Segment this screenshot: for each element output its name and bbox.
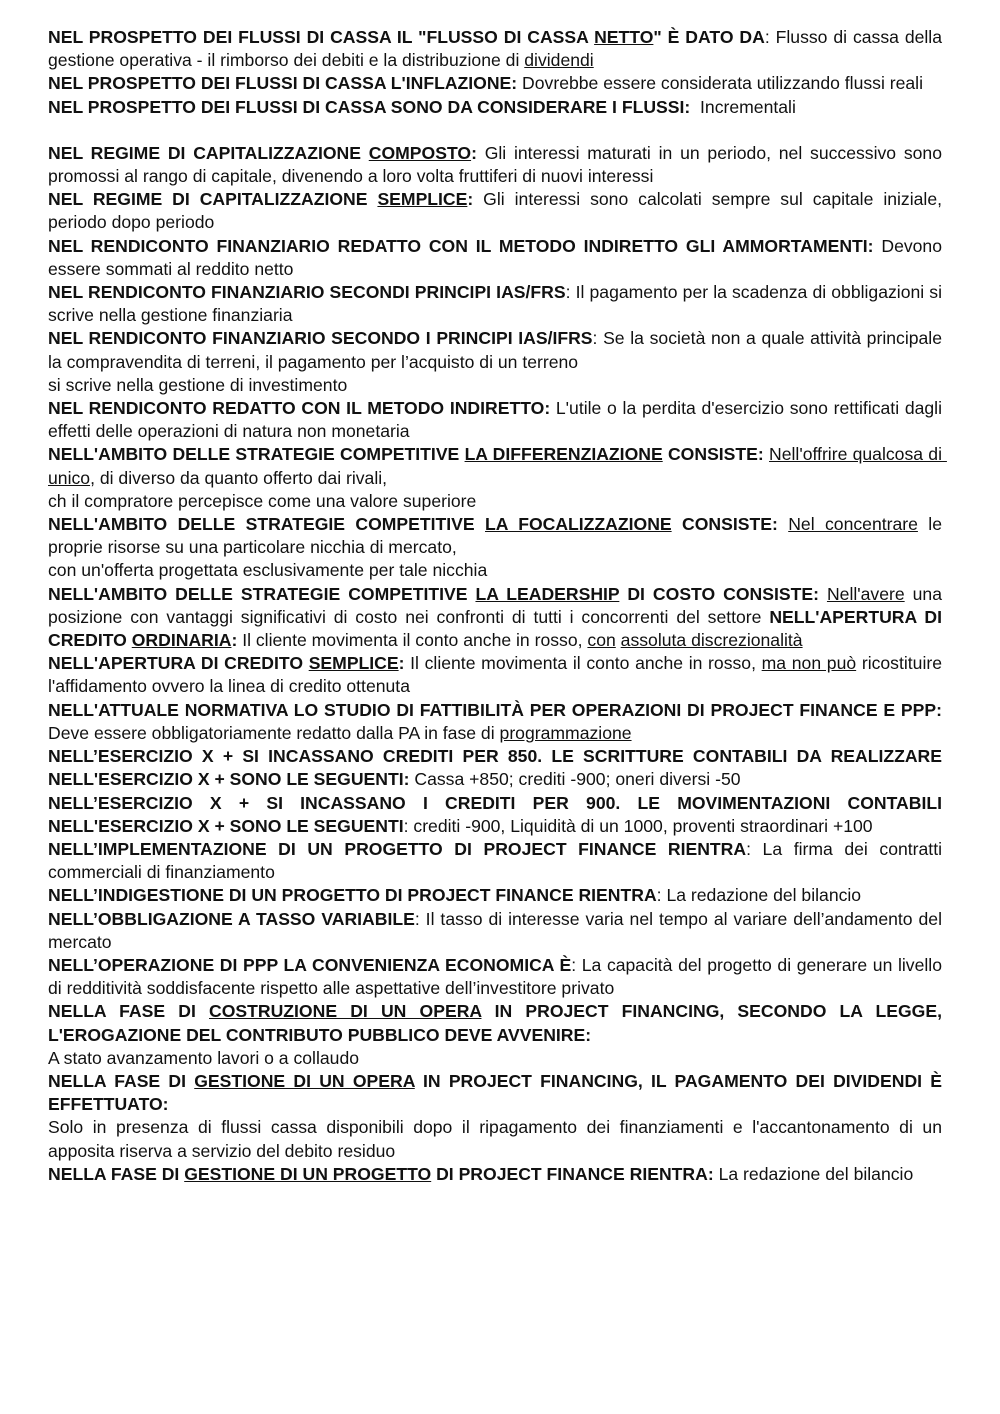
entry-answer: Dovrebbe essere considerata utilizzando flussi reali [517, 73, 923, 94]
entry-answer: dividendi [524, 50, 594, 71]
entry-answer: si scrive nella gestione di investimento [48, 374, 348, 395]
entry-question: NELL’OBBLIGAZIONE A TASSO VARIABILE [48, 908, 415, 929]
entry-question: LA LEADERSHIP [475, 583, 620, 604]
qa-entry [48, 513, 947, 583]
qa-entry [48, 583, 947, 653]
entry-question: COMPOSTO [368, 142, 472, 163]
entry-question: NELL'ATTUALE NORMATIVA LO STUDIO DI FATTIBILITÀ PER OPERAZIONI DI PROJECT FINANCE E PPP: [48, 699, 942, 720]
entry-answer: : La firma dei contratti commerciali di finanziamento [48, 838, 947, 883]
entry-question: NELL’ESERCIZIO X + SI INCASSANO I CREDITI PER 900. LE MOVIMENTAZIONI CONTABILI NELL'ESERCIZIO X + SONO LE SEGUENTI [48, 792, 947, 836]
entry-answer: assoluta discrezionalità [620, 630, 803, 651]
entry-answer: Il cliente movimenta il conto anche in rosso, [237, 630, 588, 651]
qa-entry [48, 1070, 947, 1163]
entry-question: : [467, 189, 474, 210]
qa-entry [48, 142, 947, 188]
entry-answer: Incrementali [690, 96, 796, 117]
entry-answer: La redazione del bilancio [713, 1163, 914, 1184]
entry-question: NELL'APERTURA DI CREDITO [48, 653, 309, 674]
entry-answer: Gli interessi sono calcolati sempre sul capitale iniziale, periodo dopo periodo [48, 189, 947, 233]
entry-question: NELLA FASE DI [48, 1070, 195, 1091]
entry-question: CONSISTE: [671, 514, 778, 535]
qa-entry [48, 327, 947, 397]
qa-entry [48, 443, 947, 513]
entry-answer: : Flusso di cassa della gestione operativa - il rimborso dei debiti e la distribuzione di [48, 27, 947, 71]
entry-answer: : Il pagamento per la scadenza di obbligazioni si scrive nella gestione finanziaria [48, 282, 947, 326]
qa-entry [48, 792, 947, 838]
entry-question: NELL’IMPLEMENTAZIONE DI UN PROGETTO DI PROJECT FINANCE RIENTRA [48, 838, 747, 859]
entry-question: NEL PROSPETTO DEI FLUSSI DI CASSA L'INFLAZIONE: [48, 73, 518, 94]
qa-entry [48, 954, 947, 1000]
entry-question: NELLA FASE DI [48, 1001, 210, 1022]
entry-answer: con [587, 630, 616, 651]
entry-question: NETTO [594, 27, 654, 47]
entry-question: ORDINARIA [131, 630, 232, 651]
entry-answer: , di diverso da quanto offerto dai rivali, [90, 467, 388, 488]
entry-question: : [231, 630, 238, 651]
entry-question: NEL RENDICONTO FINANZIARIO REDATTO CON IL METODO INDIRETTO GLI AMMORTAMENTI: [48, 235, 874, 256]
qa-entry [48, 745, 947, 791]
qa-entry [48, 72, 942, 95]
entry-answer: Il cliente movimenta il conto anche in rosso, [404, 653, 762, 674]
entry-answer: le proprie risorse su una particolare nicchia di mercato, [48, 514, 947, 558]
entry-answer [778, 514, 788, 534]
entry-answer: ma non può [761, 653, 857, 674]
entry-answer [819, 584, 827, 604]
qa-entry [48, 1000, 947, 1070]
entry-answer: Deve essere obbligatoriamente redatto dalla PA in fase di [48, 699, 947, 743]
entry-question: SEMPLICE [308, 653, 399, 674]
entry-answer: Gli interessi maturati in un periodo, nel successivo sono promossi al rango di capitale, divenendo a loro volta fruttiferi di nuovi interessi [48, 142, 947, 187]
entry-answer: Nell'offrire qualcosa di unico [48, 444, 947, 488]
entry-answer: Solo in presenza di flussi cassa disponibili dopo il ripagamento dei finanziamenti e l'accantonamento di un apposita riserva a servizio del debito residuo [48, 1117, 947, 1161]
entry-answer: con un'offerta progettata esclusivamente per tale nicchia [48, 560, 488, 581]
entry-question: NELL’OPERAZIONE DI PPP LA CONVENIENZA ECONOMICA È [48, 954, 572, 975]
entry-question: NEL PROSPETTO DEI FLUSSI DI CASSA SONO DA CONSIDERARE I FLUSSI: [48, 96, 691, 117]
entry-answer: : crediti -900, Liquidità di un 1000, proventi straordinari +100 [403, 815, 873, 836]
qa-entry [48, 26, 947, 72]
entry-answer: Nel concentrare [788, 514, 918, 535]
qa-entry [48, 235, 947, 281]
entry-question: GESTIONE DI UN PROGETTO [184, 1163, 432, 1184]
entry-question: NEL RENDICONTO FINANZIARIO SECONDO I PRINCIPI IAS/IFRS [48, 328, 593, 349]
entry-question: NEL PROSPETTO DEI FLUSSI DI CASSA IL "FLUSSO DI CASSA [48, 27, 595, 47]
qa-entry [48, 699, 947, 745]
qa-entry [48, 652, 947, 698]
qa-entry [48, 1163, 942, 1186]
qa-entry [48, 96, 942, 119]
entry-question: DI PROJECT FINANCE RIENTRA: [431, 1163, 714, 1184]
qa-entry [48, 838, 947, 884]
entry-question: NEL REGIME DI CAPITALIZZAZIONE [48, 189, 378, 210]
entry-answer: : Il tasso di interesse varia nel tempo al variare dell’andamento del mercato [48, 908, 947, 952]
entry-question: " È DATO DA [653, 27, 765, 47]
entry-question: NELL'AMBITO DELLE STRATEGIE COMPETITIVE [48, 444, 465, 465]
document-page [48, 26, 947, 1186]
entry-answer: ricostituire l'affidamento ovvero la linea di credito ottenuta [48, 653, 947, 697]
entry-answer: una posizione con vantaggi significativi di costo nei confronti di tutti i concorrenti del settore [48, 583, 947, 627]
entry-answer: A stato avanzamento lavori o a collaudo [48, 1047, 360, 1068]
entry-question: NEL RENDICONTO REDATTO CON IL METODO INDIRETTO: [48, 398, 551, 419]
entry-answer: programmazione [499, 722, 632, 743]
entry-question: NELL’ESERCIZIO X + SI INCASSANO CREDITI PER 850. LE SCRITTURE CONTABILI DA REALIZZARE NELL'ESERCIZIO X + SONO LE SEGUENTI: [48, 746, 947, 790]
entry-question: NEL RENDICONTO FINANZIARIO SECONDI PRINCIPI IAS/FRS [48, 282, 566, 303]
entry-answer: Nell'avere [826, 583, 905, 604]
qa-entry [48, 884, 942, 907]
entry-question: SEMPLICE [377, 189, 468, 210]
entry-question: NELL’INDIGESTIONE DI UN PROGETTO DI PROJECT FINANCE RIENTRA [48, 885, 657, 906]
entry-question: IN PROJECT FINANCING, IL PAGAMENTO DEI DIVIDENDI È EFFETTUATO: [48, 1070, 947, 1115]
entry-question: DI COSTO CONSISTE: [619, 583, 819, 604]
entry-question: LA FOCALIZZAZIONE [485, 514, 672, 535]
entry-question: NELL'AMBITO DELLE STRATEGIE COMPETITIVE [48, 514, 486, 535]
qa-entry [48, 188, 947, 234]
entry-question: NELLA FASE DI [48, 1163, 185, 1184]
entry-answer: Cassa +850; crediti -900; oneri diversi -50 [409, 769, 741, 790]
entry-answer: Devono essere sommati al reddito netto [48, 235, 947, 279]
entry-question: IN PROJECT FINANCING, SECONDO LA LEGGE, L'EROGAZIONE DEL CONTRIBUTO PUBBLICO DEVE AVVENIRE: [48, 1001, 947, 1045]
entry-answer: : La capacità del progetto di generare un livello di redditività soddisfacente rispetto alle aspettative dell’investitore privato [48, 954, 947, 999]
entry-question: CONSISTE: [662, 444, 764, 465]
entry-question: GESTIONE DI UN OPERA [194, 1070, 415, 1091]
entry-answer: : Se la società non a quale attività principale la compravendita di terreni, il pagamento per l’acquisto di un terreno [48, 328, 947, 372]
entry-question: COSTRUZIONE DI UN OPERA [209, 1001, 482, 1022]
entry-question: NEL REGIME DI CAPITALIZZAZIONE [48, 142, 369, 163]
qa-entry [48, 281, 947, 327]
entry-question: : [471, 142, 477, 163]
qa-entry [48, 908, 947, 954]
entry-question: NELL'AMBITO DELLE STRATEGIE COMPETITIVE [48, 583, 476, 604]
qa-entry [48, 397, 947, 443]
entry-question: LA DIFFERENZIAZIONE [464, 444, 663, 465]
entry-question: NELL'APERTURA DI CREDITO [48, 606, 947, 651]
entry-question: : [398, 653, 405, 674]
entry-answer: : La redazione del bilancio [656, 885, 862, 906]
entry-answer: ch il compratore percepisce come una valore superiore [48, 490, 477, 511]
entry-answer: L'utile o la perdita d'esercizio sono rettificati dagli effetti delle operazioni di natura non monetaria [48, 398, 947, 442]
